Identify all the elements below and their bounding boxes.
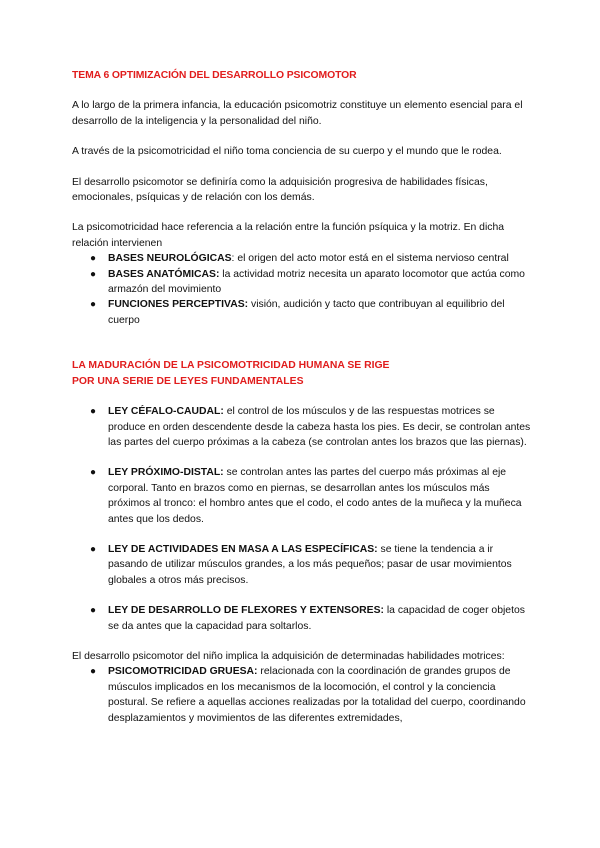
section-heading-line1: LA MADURACIÓN DE LA PSICOMOTRICIDAD HUMANA SE RIGE	[72, 360, 390, 372]
section-heading-line2: POR UNA SERIE DE LEYES FUNDAMENTALES	[72, 375, 304, 387]
paragraph-intro: A lo largo de la primera infancia, la educación psicomotriz constituye un elemento esencial para el desarrollo de la inteligencia y la personalidad del niño.	[72, 100, 523, 127]
list-item-term: LEY DE ACTIVIDADES EN MASA A LAS ESPECÍFICAS:	[108, 543, 378, 555]
list-item-term: FUNCIONES PERCEPTIVAS:	[108, 299, 249, 311]
bullet-icon: ●	[90, 543, 97, 555]
list-item	[72, 542, 534, 588]
bases-list	[72, 251, 534, 328]
laws-list	[72, 404, 534, 634]
list-item-term: BASES NEUROLÓGICAS	[108, 253, 232, 265]
document-title: TEMA 6 OPTIMIZACIÓN DEL DESARROLLO PSICOMOTOR	[72, 70, 357, 81]
list-item	[72, 251, 534, 266]
list-item-text: la capacidad de coger objetos se da antes que la capacidad para soltarlos.	[108, 605, 525, 632]
list-item	[72, 664, 534, 726]
paragraph-awareness: A través de la psicomotricidad el niño toma conciencia de su cuerpo y el mundo que le rodea.	[72, 146, 502, 158]
list-item	[72, 465, 534, 527]
list-item	[72, 267, 534, 298]
bullet-icon: ●	[90, 299, 97, 311]
skills-list	[72, 664, 534, 726]
bullet-icon: ●	[90, 605, 97, 617]
list-item-text: se controlan antes las partes del cuerpo más próximas al eje corporal. Tanto en brazos como en piernas, se desarrollan antes los músculos más próximos al tronco: el hombro antes que el codo, el codo antes de la muñeca y la muñeca antes que los dedos.	[108, 467, 522, 525]
list-item-text: se tiene la tendencia a ir pasando de utilizar músculos grandes, a los más pequeños; pasar de usar movimientos globales a otros más precisos.	[108, 543, 512, 586]
list-item-text: : el origen del acto motor está en el sistema nervioso central	[231, 253, 509, 265]
paragraph-relation: La psicomotricidad hace referencia a la relación entre la función psíquica y la motriz. En dicha relación intervienen	[72, 222, 505, 249]
list-item-term: LEY PRÓXIMO-DISTAL:	[108, 467, 224, 479]
bullet-icon: ●	[90, 253, 97, 265]
list-item-term: BASES ANATÓMICAS:	[108, 268, 220, 280]
list-item-term: LEY DE DESARROLLO DE FLEXORES Y EXTENSORES:	[108, 605, 384, 617]
list-item-text: visión, audición y tacto que contribuyan al equilibrio del cuerpo	[108, 299, 505, 326]
list-item-text: relacionada con la coordinación de grandes grupos de músculos implicados en los mecanismos de la locomoción, el control y la conciencia postural. Se refiere a aquellas acciones realizadas por la totalidad del cuerpo, coordinando desplazamientos y movimientos de las diferentes extremidades,	[108, 666, 526, 724]
list-item	[72, 404, 534, 450]
bullet-icon: ●	[90, 467, 97, 479]
list-item	[72, 297, 534, 328]
paragraph-definition: El desarrollo psicomotor se definiría como la adquisición progresiva de habilidades físicas, emocionales, psíquicas y de relación con los demás.	[72, 176, 488, 204]
paragraph-skills: El desarrollo psicomotor del niño implica la adquisición de determinadas habilidades motrices:	[72, 650, 505, 662]
bullet-icon: ●	[90, 406, 97, 418]
list-item-term: LEY CÉFALO-CAUDAL:	[108, 406, 224, 418]
list-item-text: la actividad motriz necesita un aparato locomotor que actúa como armazón del movimiento	[108, 268, 525, 296]
list-item-term: PSICOMOTRICIDAD GRUESA:	[108, 666, 258, 678]
list-item	[72, 603, 534, 634]
bullet-icon: ●	[90, 268, 97, 280]
document-page	[72, 68, 534, 726]
bullet-icon: ●	[90, 666, 97, 678]
list-item-text: el control de los músculos y de las respuestas motrices se produce en orden descendente desde la cabeza hasta los pies. Es decir, se controlan antes las partes del cuerpo próximas a la cabeza (se controlan antes los brazos que las piernas).	[108, 406, 531, 448]
